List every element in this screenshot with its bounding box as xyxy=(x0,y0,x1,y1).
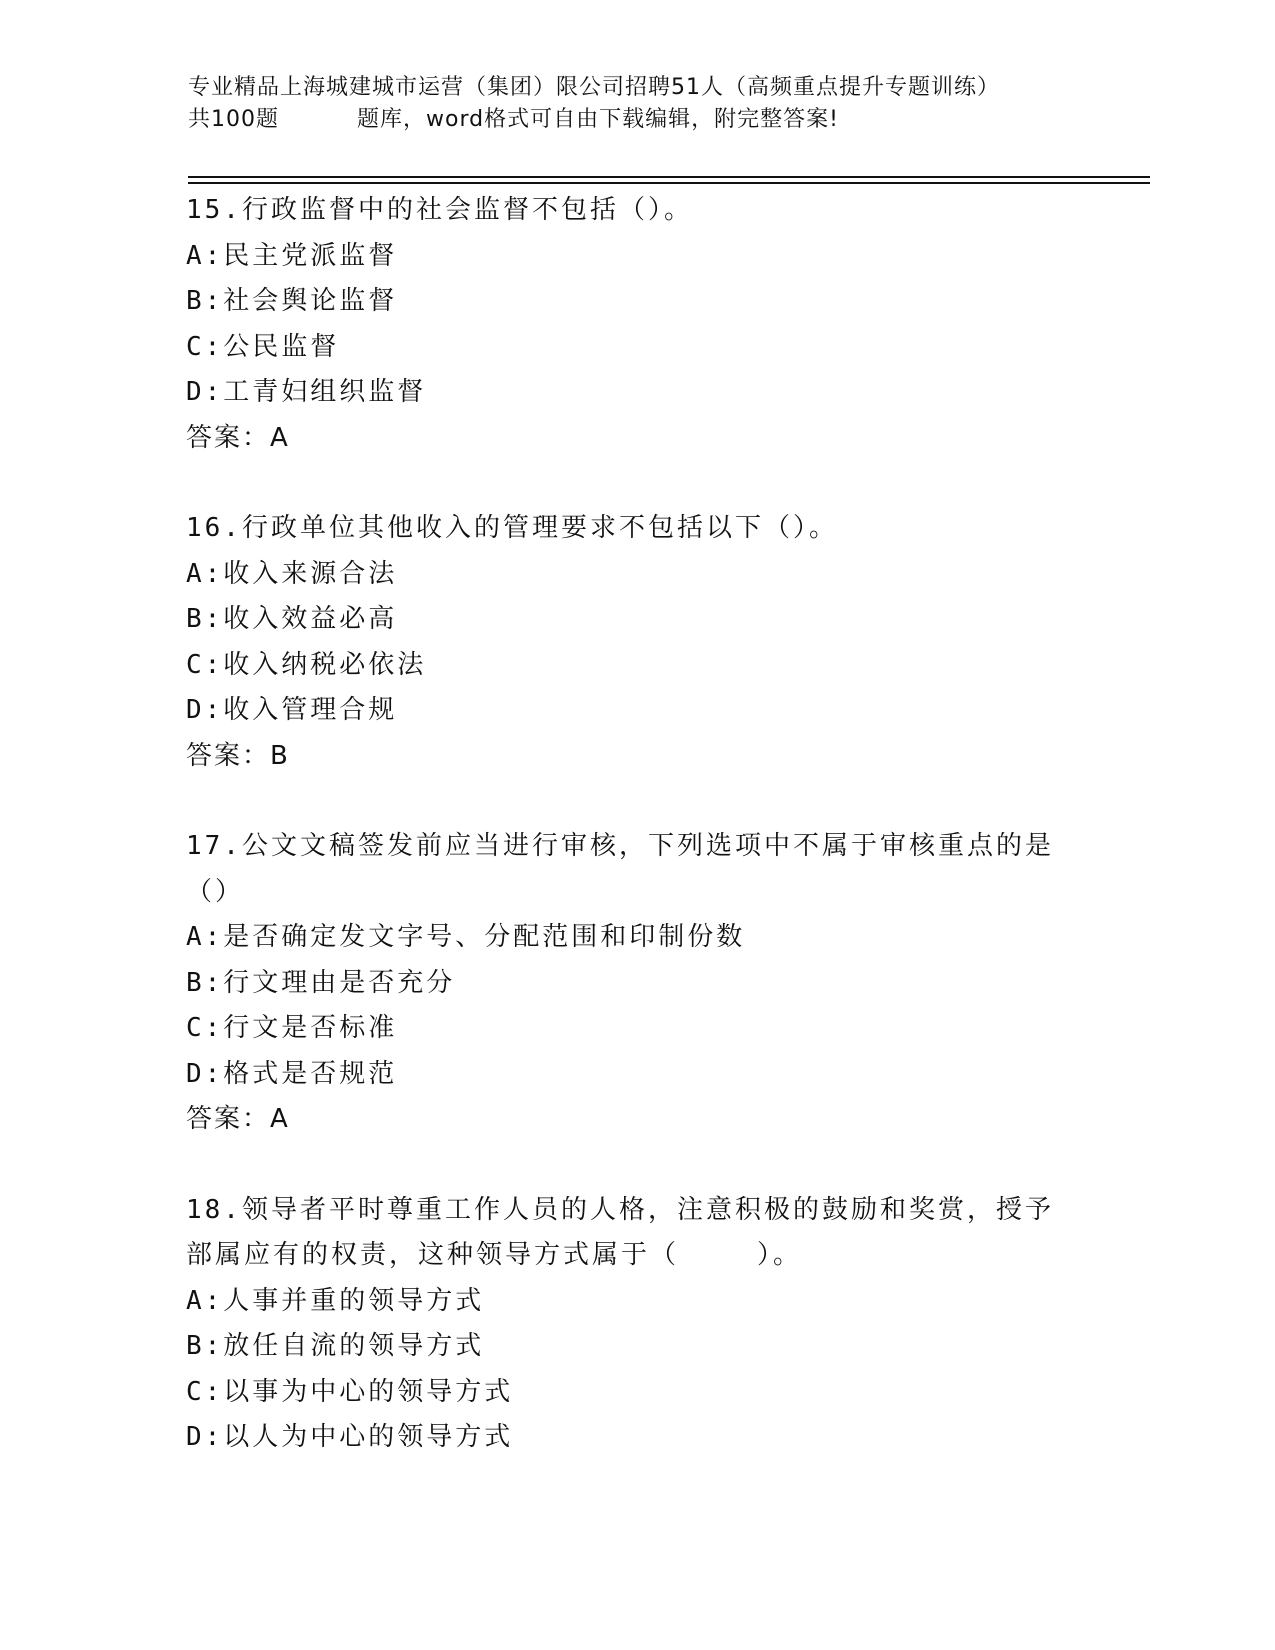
question-17 xyxy=(186,824,1086,1143)
header-divider-top xyxy=(188,176,1150,178)
question-16 xyxy=(186,506,1086,779)
option-a: A:民主党派监督 xyxy=(186,240,398,271)
header-title-line2 xyxy=(188,104,1088,136)
option-c: C:以事为中心的领导方式 xyxy=(186,1376,514,1407)
option-a: A:人事并重的领导方式 xyxy=(186,1285,485,1316)
question-18 xyxy=(186,1188,1086,1461)
option-b: B:社会舆论监督 xyxy=(186,286,398,316)
option-d: D:工青妇组织监督 xyxy=(186,377,427,407)
option-b: B:行文理由是否充分 xyxy=(186,967,456,998)
question-stem-end: ）。 xyxy=(757,1240,803,1270)
option-c: C:收入纳税必依法 xyxy=(186,649,427,680)
question-stem xyxy=(186,1188,1076,1279)
option-a: A:是否确定发文字号、分配范围和印制份数 xyxy=(186,922,746,952)
option-c: C:行文是否标准 xyxy=(186,1013,398,1043)
question-stem: 15.行政监督中的社会监督不包括（）。 xyxy=(186,195,693,225)
option-d: D:收入管理合规 xyxy=(186,695,398,725)
answer: 答案：A xyxy=(186,422,290,453)
question-stem-text: 18.领导者平时尊重工作人员的人格，注意积极的鼓励和奖赏，授予部属应有的权责，这种领导方式属于（ xyxy=(186,1194,1054,1270)
question-list xyxy=(186,188,1086,1506)
header-question-count: 共100题 xyxy=(188,107,279,132)
option-b: B:放任自流的领导方式 xyxy=(186,1331,485,1361)
option-c: C:公民监督 xyxy=(186,331,340,362)
header-description: 题库，word格式可自由下载编辑，附完整答案! xyxy=(357,107,839,132)
option-d: D:格式是否规范 xyxy=(186,1058,398,1089)
option-b: B:收入效益必高 xyxy=(186,604,398,634)
question-15 xyxy=(186,188,1086,461)
option-d: D:以人为中心的领导方式 xyxy=(186,1422,514,1452)
option-a: A:收入来源合法 xyxy=(186,558,398,589)
question-stem: 17.公文文稿签发前应当进行审核，下列选项中不属于审核重点的是（） xyxy=(186,831,1054,907)
answer: 答案：B xyxy=(186,740,290,771)
document-header xyxy=(188,72,1088,136)
header-divider-bottom xyxy=(188,182,1150,184)
header-title-line1: 专业精品上海城建城市运营（集团）限公司招聘51人（高频重点提升专题训练） xyxy=(188,75,1000,100)
answer: 答案：A xyxy=(186,1104,290,1134)
question-stem: 16.行政单位其他收入的管理要求不包括以下（）。 xyxy=(186,513,838,543)
